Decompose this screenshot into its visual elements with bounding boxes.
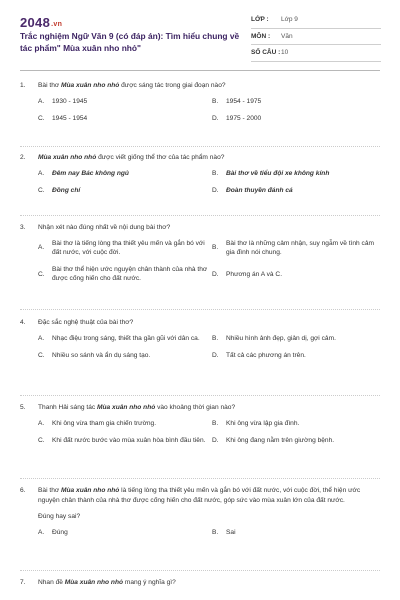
question-divider	[20, 395, 380, 396]
logo-text: 2048	[20, 15, 51, 30]
meta-row-subject	[251, 29, 381, 46]
meta-label: SỐ CÂU :	[251, 49, 281, 57]
question-divider	[20, 478, 380, 479]
option-text: Bài thơ là tiếng lòng tha thiết yêu mến và gắn bó với đất nước, với cuộc đời.	[52, 239, 205, 256]
options	[38, 334, 380, 361]
option-text: Nhiều so sánh và ẩn dụ sáng tạo.	[52, 351, 151, 359]
question-number: 5.	[20, 404, 26, 411]
question-1	[20, 81, 380, 123]
option-a[interactable]: A. Khi ông vừa tham gia chiến trường.	[38, 419, 157, 427]
option-c[interactable]: C. Bài thơ thể hiện ước nguyện chân thành của nhà thơ được cống hiến cho đất nước.	[38, 265, 210, 284]
option-b[interactable]: B. 1954 - 1975	[212, 97, 262, 105]
options	[38, 239, 380, 284]
options	[38, 419, 380, 446]
page-header	[0, 0, 400, 70]
question-header	[20, 81, 380, 91]
option-text: Bài thơ về tiểu đội xe không kính	[226, 169, 330, 177]
options	[38, 97, 380, 124]
question-divider	[20, 215, 380, 216]
question-text: Nhan đề Mùa xuân nho nhỏ mang ý nghĩa gì?	[38, 579, 176, 586]
option-text: Bài thơ là những cảm nhận, suy ngẫm về tình cảm gia đình nói chung.	[226, 239, 375, 256]
question-text: Bài thơ Mùa xuân nho nhỏ là tiếng lòng tha thiết yêu mến và gắn bó với đất nước, với cuộc đời, thể hiện ước nguyện chân thành của nhà thơ được cống hiến cho đất nước, góp sức vào mùa xuân lớn của đất nước.	[38, 487, 361, 504]
options	[38, 528, 380, 537]
meta-row-count	[251, 45, 381, 62]
option-c[interactable]: C. Nhiều so sánh và ẩn dụ sáng tạo.	[38, 351, 151, 359]
question-number: 2.	[20, 154, 26, 161]
option-text: Sai	[226, 528, 236, 536]
question-header	[20, 223, 380, 233]
option-text: Phương án A và C.	[226, 270, 283, 278]
meta-value: 10	[281, 49, 289, 57]
question-5	[20, 403, 380, 445]
option-d[interactable]: D. Đoàn thuyền đánh cá	[212, 186, 293, 194]
option-c[interactable]: C. Khi đất nước bước vào mùa xuân hòa bình đầu tiên.	[38, 436, 206, 444]
question-divider	[20, 146, 380, 147]
question-divider	[20, 309, 380, 310]
option-text: 1954 - 1975	[226, 97, 262, 105]
option-text: Đồng chí	[52, 186, 81, 194]
option-text: Tất cả các phương án trên.	[226, 351, 306, 359]
option-d[interactable]: D. Khi ông đang nằm trên giường bệnh.	[212, 436, 335, 444]
option-b[interactable]: B. Nhiều hình ảnh đẹp, giản dị, gợi cảm.	[212, 334, 336, 342]
true-false-prompt: Đúng hay sai?	[38, 513, 81, 520]
question-text: Đặc sắc nghệ thuật của bài thơ?	[38, 319, 134, 326]
site-logo[interactable]	[20, 15, 62, 30]
question-3	[20, 223, 380, 284]
option-a[interactable]: A. Nhạc điệu trong sáng, thiết tha gần gũi với dân ca.	[38, 334, 200, 342]
option-text: 1975 - 2000	[226, 114, 262, 122]
option-d[interactable]: D. Tất cả các phương án trên.	[212, 351, 306, 359]
question-text: Mùa xuân nho nhỏ được viết giống thể thơ của tác phẩm nào?	[38, 154, 225, 161]
option-text: Đúng	[52, 528, 68, 536]
option-text: 1930 - 1945	[52, 97, 88, 105]
options	[38, 169, 380, 196]
option-b[interactable]: B. Khi ông vừa lập gia đình.	[212, 419, 300, 427]
option-text: Khi ông vừa lập gia đình.	[226, 419, 300, 427]
option-a[interactable]: A. Đúng	[38, 528, 68, 536]
question-number: 4.	[20, 319, 26, 326]
meta-label: LỚP :	[251, 16, 269, 24]
option-text: Đêm nay Bác không ngủ	[52, 169, 129, 177]
option-c[interactable]: C. 1945 - 1954	[38, 114, 88, 122]
option-text: Bài thơ thể hiện ước nguyện chân thành của nhà thơ được cống hiến cho đất nước.	[52, 266, 208, 283]
question-header	[20, 486, 380, 505]
question-header	[20, 403, 380, 413]
option-b[interactable]: B. Sai	[212, 528, 236, 536]
option-a[interactable]: A. 1930 - 1945	[38, 97, 88, 105]
question-text: Nhận xét nào đúng nhất về nội dung bài thơ?	[38, 224, 171, 231]
meta-value: Lớp 9	[281, 16, 298, 24]
question-text: Thanh Hải sáng tác Mùa xuân nho nhỏ vào khoảng thời gian nào?	[38, 404, 236, 411]
option-text: Nhạc điệu trong sáng, thiết tha gần gũi với dân ca.	[52, 334, 200, 342]
question-header	[20, 153, 380, 163]
option-a[interactable]: A. Đêm nay Bác không ngủ	[38, 169, 129, 177]
question-7	[20, 578, 380, 588]
meta-info	[251, 12, 381, 62]
option-text: Khi đất nước bước vào mùa xuân hòa bình đầu tiên.	[52, 436, 206, 444]
option-text: Đoàn thuyền đánh cá	[226, 186, 293, 194]
meta-label: MÔN :	[251, 32, 271, 40]
option-text: Nhiều hình ảnh đẹp, giản dị, gợi cảm.	[226, 334, 336, 342]
page-title: Trắc nghiệm Ngữ Văn 9 (có đáp án): Tìm hiểu chung về tác phẩm" Mùa xuân nho nhỏ"	[20, 31, 240, 53]
question-divider	[20, 570, 380, 571]
logo-suffix: .vn	[51, 21, 63, 28]
option-c[interactable]: C. Đồng chí	[38, 186, 81, 194]
question-number: 3.	[20, 224, 26, 231]
question-number: 7.	[20, 579, 26, 586]
header-divider	[20, 70, 380, 71]
question-6	[20, 486, 380, 537]
option-text: 1945 - 1954	[52, 114, 88, 122]
meta-value: Văn	[281, 32, 293, 40]
question-4	[20, 318, 380, 360]
question-2	[20, 153, 380, 195]
question-header	[20, 578, 380, 588]
option-text: Khi ông đang nằm trên giường bệnh.	[226, 436, 335, 444]
option-d[interactable]: D. Phương án A và C.	[212, 270, 283, 278]
option-a[interactable]: A. Bài thơ là tiếng lòng tha thiết yêu mến và gắn bó với đất nước, với cuộc đời.	[38, 239, 210, 258]
option-b[interactable]: B. Bài thơ về tiểu đội xe không kính	[212, 169, 330, 177]
option-text: Khi ông vừa tham gia chiến trường.	[52, 419, 157, 427]
question-number: 6.	[20, 487, 26, 494]
question-number: 1.	[20, 82, 26, 89]
option-b[interactable]: B. Bài thơ là những cảm nhận, suy ngẫm về tình cảm gia đình nói chung.	[212, 239, 384, 258]
meta-row-grade	[251, 12, 381, 29]
question-text: Bài thơ Mùa xuân nho nhỏ được sáng tác trong giai đoạn nào?	[38, 82, 226, 89]
question-header	[20, 318, 380, 328]
option-d[interactable]: D. 1975 - 2000	[212, 114, 262, 122]
